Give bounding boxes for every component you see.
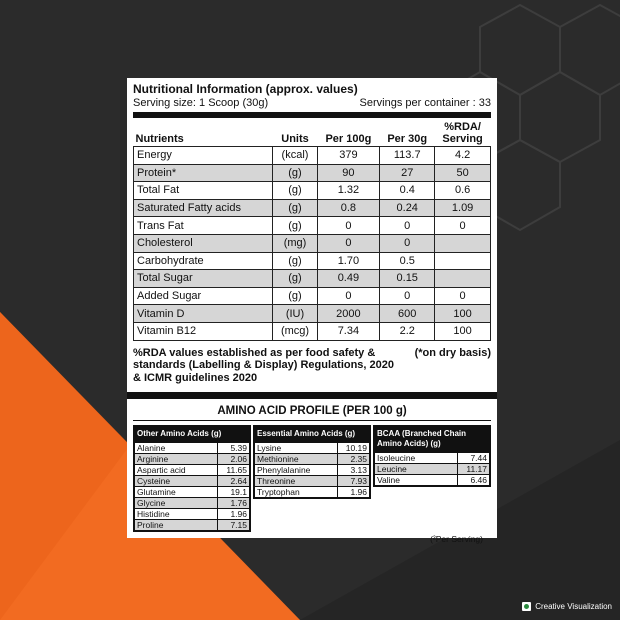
rda-footnote: %RDA values established as per food safety & standards (Labelling & Display) Regulations, 2020 & ICMR guidelines 2020 — [133, 346, 395, 384]
bcaa-block — [373, 425, 491, 487]
nutrient-per100: 90 — [317, 164, 380, 182]
nutrition-row — [134, 305, 491, 323]
nutrition-row — [134, 252, 491, 270]
nutrient-unit: (g) — [273, 182, 317, 200]
nutrient-per100: 379 — [317, 147, 380, 165]
other-amino-header: Other Amino Acids (g) — [134, 426, 250, 442]
nutrient-name: Total Fat — [134, 182, 273, 200]
amino-name: Methionine — [255, 454, 338, 465]
nutrient-rda — [435, 234, 491, 252]
amino-name: Glutamine — [135, 487, 218, 498]
nutrient-per30: 27 — [380, 164, 435, 182]
nutrient-name: Cholesterol — [134, 234, 273, 252]
nutrient-unit: (IU) — [273, 305, 317, 323]
col-rda — [435, 120, 491, 147]
footnote — [133, 347, 491, 385]
amino-name: Leucine — [375, 464, 458, 475]
nutrition-table-header — [134, 120, 491, 147]
amino-name: Threonine — [255, 476, 338, 487]
amino-value: 3.13 — [338, 465, 370, 476]
nutrient-per30: 0.15 — [380, 270, 435, 288]
nutrition-row — [134, 199, 491, 217]
amino-value: 6.46 — [458, 475, 490, 486]
nutrient-per100: 0 — [317, 234, 380, 252]
amino-value: 11.17 — [458, 464, 490, 475]
nutrient-per30: 113.7 — [380, 147, 435, 165]
col-rda-line1: %RDA/ — [444, 121, 481, 133]
nutrient-per100: 1.70 — [317, 252, 380, 270]
amino-row — [255, 443, 370, 454]
nutrient-per30: 600 — [380, 305, 435, 323]
nutrient-per100: 1.32 — [317, 182, 380, 200]
nutrient-unit: (kcal) — [273, 147, 317, 165]
amino-row — [255, 465, 370, 476]
nutrient-rda: 0 — [435, 217, 491, 235]
amino-value: 1.96 — [218, 509, 250, 520]
col-units: Units — [281, 133, 309, 145]
amino-row — [135, 487, 250, 498]
nutrition-row — [134, 147, 491, 165]
nutrition-row — [134, 270, 491, 288]
amino-row — [135, 454, 250, 465]
nutrient-rda: 100 — [435, 305, 491, 323]
amino-value: 11.65 — [218, 465, 250, 476]
amino-profile-grid — [133, 425, 491, 532]
nutrient-name: Saturated Fatty acids — [134, 199, 273, 217]
essential-amino-table — [255, 443, 370, 498]
amino-row — [135, 498, 250, 509]
essential-amino-block — [253, 425, 371, 499]
amino-value: 1.76 — [218, 498, 250, 509]
other-amino-table — [135, 443, 250, 531]
amino-name: Glycine — [135, 498, 218, 509]
amino-value: 2.64 — [218, 476, 250, 487]
bcaa-table — [375, 453, 490, 486]
amino-row — [135, 476, 250, 487]
label-title: Nutritional Information (approx. values) — [133, 82, 358, 96]
nutrition-row — [134, 217, 491, 235]
amino-row — [255, 487, 370, 498]
per-serving-note: (²Per Serving) — [430, 534, 483, 545]
amino-value: 5.39 — [218, 443, 250, 454]
nutrition-row — [134, 234, 491, 252]
nutrition-table — [133, 120, 491, 341]
amino-name: Histidine — [135, 509, 218, 520]
green-dot-icon — [522, 602, 531, 611]
serving-info — [133, 96, 491, 118]
nutrient-rda: 50 — [435, 164, 491, 182]
amino-name: Tryptophan — [255, 487, 338, 498]
col-rda-line2: Serving — [442, 133, 483, 145]
dry-basis-note: (*on dry basis) — [414, 346, 491, 359]
nutrient-name: Vitamin B12 — [134, 322, 273, 340]
amino-value: 7.15 — [218, 520, 250, 531]
nutrient-per100: 0 — [317, 287, 380, 305]
nutrition-table-body — [134, 147, 491, 341]
amino-name: Phenylalanine — [255, 465, 338, 476]
col-per30: Per 30g — [387, 133, 428, 145]
nutrition-label-card — [127, 78, 497, 545]
nutrient-unit: (g) — [273, 270, 317, 288]
nutrient-name: Trans Fat — [134, 217, 273, 235]
nutrient-rda: 100 — [435, 322, 491, 340]
nutrient-name: Total Sugar — [134, 270, 273, 288]
amino-name: Aspartic acid — [135, 465, 218, 476]
nutrient-name: Carbohydrate — [134, 252, 273, 270]
nutrient-name: Energy — [134, 147, 273, 165]
nutrient-per30: 0.24 — [380, 199, 435, 217]
amino-name: Alanine — [135, 443, 218, 454]
nutrient-name: Added Sugar — [134, 287, 273, 305]
amino-row — [255, 476, 370, 487]
amino-row — [375, 453, 490, 464]
nutrition-row — [134, 164, 491, 182]
amino-row — [135, 509, 250, 520]
amino-name: Valine — [375, 475, 458, 486]
nutrient-per100: 7.34 — [317, 322, 380, 340]
serving-size: Serving size: 1 Scoop (30g) — [133, 97, 269, 109]
nutrient-unit: (mg) — [273, 234, 317, 252]
nutrient-unit: (g) — [273, 252, 317, 270]
nutrient-unit: (mcg) — [273, 322, 317, 340]
nutrient-rda: 1.09 — [435, 199, 491, 217]
nutrient-rda — [435, 270, 491, 288]
amino-value: 7.44 — [458, 453, 490, 464]
amino-value: 2.35 — [338, 454, 370, 465]
amino-value: 1.96 — [338, 487, 370, 498]
amino-row — [375, 464, 490, 475]
brand-text: Creative Visualization — [535, 602, 612, 611]
nutrient-per30: 0.4 — [380, 182, 435, 200]
amino-value: 10.19 — [338, 443, 370, 454]
amino-profile-title: AMINO ACID PROFILE (PER 100 g) — [133, 405, 491, 421]
nutrition-row — [134, 322, 491, 340]
amino-name: Arginine — [135, 454, 218, 465]
brand-tag — [522, 602, 612, 611]
amino-value: 19.1 — [218, 487, 250, 498]
nutrition-row — [134, 182, 491, 200]
amino-value: 7.93 — [338, 476, 370, 487]
nutrition-row — [134, 287, 491, 305]
nutrient-per100: 2000 — [317, 305, 380, 323]
nutrient-per30: 0 — [380, 287, 435, 305]
nutrient-per30: 2.2 — [380, 322, 435, 340]
section-divider — [127, 392, 497, 399]
amino-row — [135, 520, 250, 531]
nutrient-rda: 0.6 — [435, 182, 491, 200]
amino-name: Cysteine — [135, 476, 218, 487]
nutrient-per100: 0.49 — [317, 270, 380, 288]
nutrient-unit: (g) — [273, 217, 317, 235]
bcaa-header: BCAA (Branched Chain Amino Acids) (g) — [374, 426, 490, 452]
nutrient-unit: (g) — [273, 287, 317, 305]
other-amino-block — [133, 425, 251, 532]
nutrient-rda: 4.2 — [435, 147, 491, 165]
nutrient-unit: (g) — [273, 199, 317, 217]
amino-name: Isoleucine — [375, 453, 458, 464]
nutrient-per30: 0 — [380, 234, 435, 252]
col-nutrients: Nutrients — [135, 133, 184, 145]
nutrient-per100: 0 — [317, 217, 380, 235]
amino-value: 2.06 — [218, 454, 250, 465]
col-per100: Per 100g — [325, 133, 372, 145]
nutrient-rda: 0 — [435, 287, 491, 305]
nutrient-per30: 0 — [380, 217, 435, 235]
nutrient-rda — [435, 252, 491, 270]
nutrient-name: Protein* — [134, 164, 273, 182]
amino-name: Lysine — [255, 443, 338, 454]
nutrient-per100: 0.8 — [317, 199, 380, 217]
nutrient-unit: (g) — [273, 164, 317, 182]
nutrient-name: Vitamin D — [134, 305, 273, 323]
amino-row — [135, 443, 250, 454]
amino-row — [255, 454, 370, 465]
amino-row — [135, 465, 250, 476]
essential-amino-header: Essential Amino Acids (g) — [254, 426, 370, 442]
servings-per-container: Servings per container : 33 — [359, 97, 491, 109]
amino-row — [375, 475, 490, 486]
nutrient-per30: 0.5 — [380, 252, 435, 270]
amino-name: Proline — [135, 520, 218, 531]
